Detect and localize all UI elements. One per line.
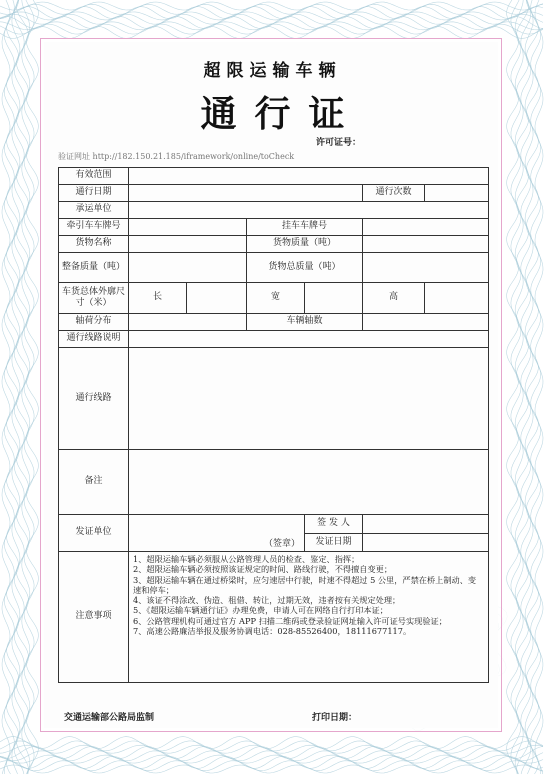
note-item: 2、超限运输车辆必须按照该证规定的时间、路线行驶，不得擅自变更； (133, 564, 393, 575)
document-title: 通行证 (200, 93, 363, 135)
signer-label: 签 发 人 (305, 515, 363, 534)
guilloche-line (0, 745, 543, 753)
trailer-plate-value (363, 219, 489, 236)
gross-mass-label: 货物总质量（吨） (247, 253, 363, 283)
note-item: 3、超限运输车辆在通过桥梁时，应匀速居中行驶，时速不得超过 5 公里，严禁在桥上制动、变速和停车； (133, 574, 477, 595)
length-label: 长 (129, 283, 187, 314)
guilloche-line (0, 24, 543, 34)
width-value (305, 283, 363, 314)
notes-label: 注意事项 (59, 552, 129, 683)
axle-count-value (363, 314, 489, 331)
guilloche-line (0, 741, 543, 751)
guilloche-line (0, 17, 543, 29)
pass-date-value (129, 185, 363, 202)
note-item: 5、《超限运输车辆通行证》办理免费，申请人可在网络自行打印本证； (133, 605, 388, 616)
guilloche-line (0, 26, 543, 38)
axle-load-value (129, 314, 247, 331)
axle-load-label: 轴荷分布 (59, 314, 129, 331)
height-label: 高 (363, 283, 425, 314)
pass-count-label: 通行次数 (363, 185, 425, 202)
route-label: 通行线路 (59, 348, 129, 450)
carrier-label: 承运单位 (59, 202, 129, 219)
note-item: 6、公路管理机构可通过官方 APP 扫描二维码或登录验证网址输入许可证号实现验证； (133, 615, 447, 626)
validity-range-value (129, 168, 489, 185)
guilloche-line (0, 12, 543, 20)
guilloche-line (0, 747, 543, 759)
validity-range-label: 有效范围 (59, 168, 129, 185)
issuer-seal-cell (129, 515, 305, 552)
remarks-value (129, 450, 489, 515)
axle-count-label: 车辆轴数 (247, 314, 363, 331)
issuer-label: 发证单位 (59, 515, 129, 552)
curb-mass-label: 整备质量（吨） (59, 253, 129, 283)
tractor-plate-value (129, 219, 247, 236)
pass-date-label: 通行日期 (59, 185, 129, 202)
guilloche-line (0, 22, 543, 30)
note-item: 7、高速公路廉洁举报及服务协调电话：028-85526400，18111677117。 (133, 625, 412, 636)
route-description-label: 通行线路说明 (59, 331, 129, 348)
pass-count-value (425, 185, 489, 202)
height-value (425, 283, 489, 314)
cargo-name-value (129, 236, 247, 253)
remarks-label: 备注 (59, 450, 129, 515)
notes-list (129, 552, 489, 683)
outline-size-label: 车货总体外廓尺寸（米） (59, 283, 129, 314)
permit-number-label: 许可证号： (316, 138, 362, 148)
cargo-mass-label: 货物质量（吨） (247, 236, 363, 253)
length-value (187, 283, 247, 314)
route-description-value (129, 331, 489, 348)
trailer-plate-label: 挂车车牌号 (247, 219, 363, 236)
signature-seal-label: （签章） (263, 538, 300, 549)
guilloche-line (0, 755, 543, 763)
permit-form-table (58, 167, 489, 683)
supervisor-label: 交通运输部公路局监制 (64, 713, 155, 723)
route-value (129, 348, 489, 450)
width-label: 宽 (247, 283, 305, 314)
carrier-value (129, 202, 489, 219)
curb-mass-value (129, 253, 247, 283)
guilloche-line (0, 737, 543, 749)
print-date-label: 打印日期： (312, 713, 358, 723)
gross-mass-value (363, 253, 489, 283)
document-subtitle: 超限运输车辆 (203, 61, 342, 81)
note-item: 4、该证不得涂改、伪造、租借、转让，过期无效，违者按有关规定处理； (133, 595, 401, 605)
signer-value (363, 515, 489, 534)
guilloche-line (0, 2, 543, 10)
issue-date-value (363, 534, 489, 552)
tractor-plate-label: 牵引车车牌号 (59, 219, 129, 236)
verification-url: 验证网址 http://182.150.21.185/iframework/online/toCheck (58, 152, 295, 161)
cargo-mass-value (363, 236, 489, 253)
guilloche-line (0, 765, 543, 773)
note-item: 1、超限运输车辆必须服从公路管理人员的检查、鉴定、指挥； (133, 554, 360, 564)
cargo-name-label: 货物名称 (59, 236, 129, 253)
issue-date-label: 发证日期 (305, 534, 363, 552)
